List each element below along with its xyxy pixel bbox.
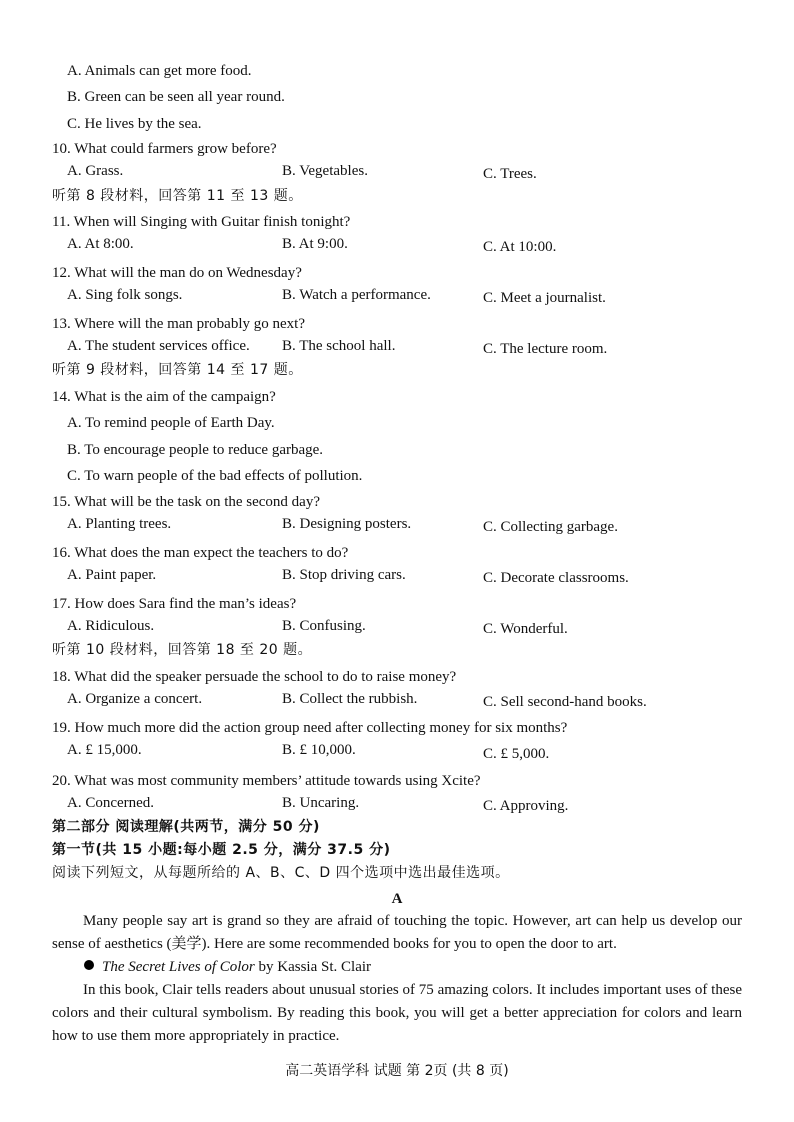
question-11: 11. When will Singing with Guitar finish tonight?: [52, 214, 351, 230]
q20-option-c: C. Approving.: [483, 798, 569, 814]
q16-option-b: B. Stop driving cars.: [282, 567, 406, 583]
q14-option-c: C. To warn people of the bad effects of pollution.: [67, 468, 363, 484]
q17-option-a: A. Ridiculous.: [67, 618, 155, 634]
q18-option-a: A. Organize a concert.: [67, 691, 203, 707]
book1-title: The Secret Lives of Color: [102, 959, 255, 975]
question-18: 18. What did the speaker persuade the school to do to raise money?: [52, 669, 457, 685]
q14-option-a: A. To remind people of Earth Day.: [67, 415, 275, 431]
q9-option-b: B. Green can be seen all year round.: [67, 89, 285, 105]
q12-option-a: A. Sing folk songs.: [67, 287, 183, 303]
question-17: 17. How does Sara find the man’s ideas?: [52, 596, 297, 612]
q15-option-c: C. Collecting garbage.: [483, 519, 618, 535]
part2-title: 第二部分 阅读理解(共两节，满分 50 分): [52, 819, 320, 835]
q19-option-b: B. £ 10,000.: [282, 742, 356, 758]
q9-option-a: A. Animals can get more food.: [67, 63, 252, 79]
book1-heading: [84, 957, 371, 977]
q16-option-c: C. Decorate classrooms.: [483, 570, 629, 586]
passage-intro-text: Many people say art is grand so they are afraid of touching the topic. However, art can help us develop our sense of aesthetics (美学). Here are some recommended books for you to open the door to art.: [52, 913, 742, 952]
bullet-icon: [84, 960, 94, 970]
part2-instruction: 阅读下列短文，从每题所给的 A、B、C、D 四个选项中选出最佳选项。: [52, 865, 510, 881]
q19-option-c: C. £ 5,000.: [483, 746, 550, 762]
question-10: 10. What could farmers grow before?: [52, 141, 277, 157]
question-16: 16. What does the man expect the teachers to do?: [52, 545, 349, 561]
q10-option-b: B. Vegetables.: [282, 163, 368, 179]
q11-option-a: A. At 8:00.: [67, 236, 134, 252]
q10-option-a: A. Grass.: [67, 163, 124, 179]
part2-section1: 第一节(共 15 小题:每小题 2.5 分，满分 37.5 分): [52, 842, 391, 858]
q17-option-b: B. Confusing.: [282, 618, 366, 634]
q18-option-c: C. Sell second-hand books.: [483, 694, 647, 710]
question-12: 12. What will the man do on Wednesday?: [52, 265, 302, 281]
book1-description-text: In this book, Clair tells readers about unusual stories of 75 amazing colors. It includes important uses of these colors and their cultural symbolism. By reading this book, you will get a better appreciation for colors and learn how to use them more appropriately in practice.: [52, 982, 742, 1044]
q12-option-b: B. Watch a performance.: [282, 287, 431, 303]
page-footer: 高二英语学科 试题 第 2页 (共 8 页): [285, 1063, 509, 1079]
q17-option-c: C. Wonderful.: [483, 621, 568, 637]
question-14: 14. What is the aim of the campaign?: [52, 389, 276, 405]
question-20: 20. What was most community members’ attitude towards using Xcite?: [52, 773, 481, 789]
q13-option-c: C. The lecture room.: [483, 341, 608, 357]
question-13: 13. Where will the man probably go next?: [52, 316, 305, 332]
section-header-9: 听第 9 段材料，回答第 14 至 17 题。: [52, 362, 303, 378]
passage-intro: [52, 910, 742, 956]
q20-option-b: B. Uncaring.: [282, 795, 360, 811]
section-header-8: 听第 8 段材料，回答第 11 至 13 题。: [52, 188, 303, 204]
q15-option-a: A. Planting trees.: [67, 516, 172, 532]
q13-option-b: B. The school hall.: [282, 338, 396, 354]
question-15: 15. What will be the task on the second day?: [52, 494, 320, 510]
q19-option-a: A. £ 15,000.: [67, 742, 142, 758]
book1-description: [52, 979, 742, 1048]
q9-option-c: C. He lives by the sea.: [67, 116, 202, 132]
q10-option-c: C. Trees.: [483, 166, 537, 182]
passage-label: A: [391, 891, 403, 907]
q15-option-b: B. Designing posters.: [282, 516, 412, 532]
q14-option-b: B. To encourage people to reduce garbage.: [67, 442, 324, 458]
q11-option-b: B. At 9:00.: [282, 236, 348, 252]
q11-option-c: C. At 10:00.: [483, 239, 557, 255]
q20-option-a: A. Concerned.: [67, 795, 155, 811]
q13-option-a: A. The student services office.: [67, 338, 250, 354]
section-header-10: 听第 10 段材料，回答第 18 至 20 题。: [52, 642, 313, 658]
q16-option-a: A. Paint paper.: [67, 567, 157, 583]
q18-option-b: B. Collect the rubbish.: [282, 691, 418, 707]
book1-author: by Kassia St. Clair: [254, 959, 372, 975]
question-19: 19. How much more did the action group need after collecting money for six months?: [52, 720, 568, 736]
q12-option-c: C. Meet a journalist.: [483, 290, 606, 306]
